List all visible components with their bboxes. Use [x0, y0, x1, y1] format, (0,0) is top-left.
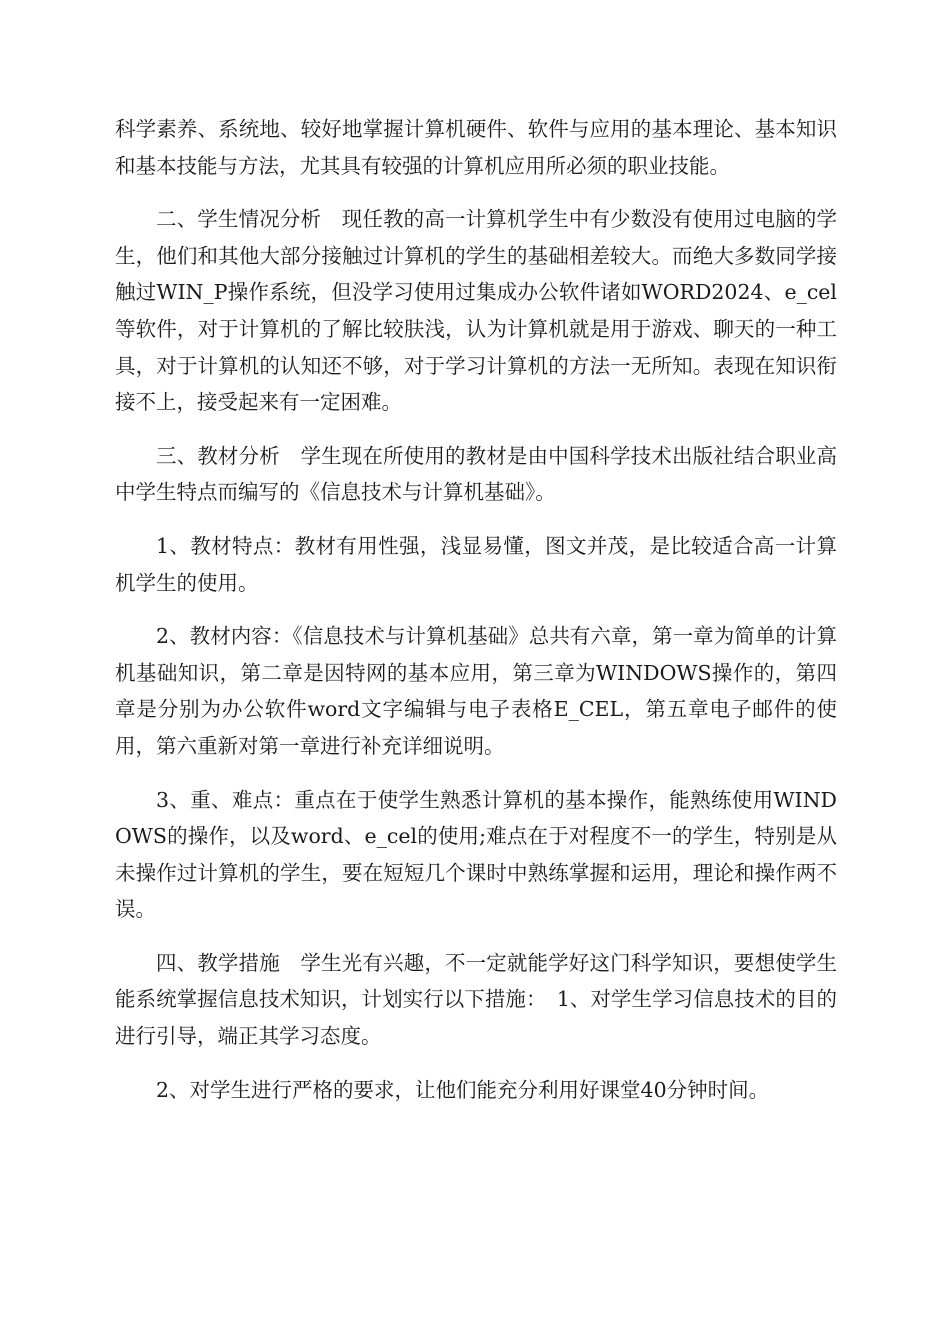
paragraph-teaching-measures: 四、教学措施 学生光有兴趣，不一定就能学好这门科学知识，要想使学生能系统掌握信息技术知识，计划实行以下措施： 1、对学生学习信息技术的目的进行引导，端正其学习态度。 [115, 950, 837, 1049]
paragraph-key-points: 3、重、难点：重点在于使学生熟悉计算机的基本操作，能熟练使用WINDOWS的操作，以及word、e_cel的使用;难点在于对程度不一的学生，特别是从未操作过计算机的学生，要在短短几个课时中熟练掌握和运用，理论和操作两不误。 [115, 787, 837, 922]
document-body [115, 111, 837, 1125]
paragraph-textbook-analysis: 三、教材分析 学生现在所使用的教材是由中国科学技术出版社结合职业高中学生特点而编写的《信息技术与计算机基础》。 [115, 443, 837, 505]
paragraph-student-analysis: 二、学生情况分析 现任教的高一计算机学生中有少数没有使用过电脑的学生，他们和其他大部分接触过计算机的学生的基础相差较大。而绝大多数同学接触过WIN_P操作系统，但没学习使用过集成办公软件诸如WORD2024、e_cel等软件，对于计算机的了解比较肤浅，认为计算机就是用于游戏、聊天的一种工具，对于计算机的认知还不够，对于学习计算机的方法一无所知。表现在知识衔接不上，接受起来有一定困难。 [115, 207, 837, 415]
paragraph-continuation: 科学素养、系统地、较好地掌握计算机硬件、软件与应用的基本理论、基本知识和基本技能与方法，尤其具有较强的计算机应用所必须的职业技能。 [115, 117, 837, 178]
paragraph-measure-2: 2、对学生进行严格的要求，让他们能充分利用好课堂40分钟时间。 [156, 1077, 770, 1102]
paragraph-textbook-content: 2、教材内容：《信息技术与计算机基础》总共有六章，第一章为简单的计算机基础知识，第二章是因特网的基本应用，第三章为WINDOWS操作的，第四章是分别为办公软件word文字编辑与电子表格E_CEL，第五章电子邮件的使用，第六重新对第一章进行补充详细说明。 [115, 624, 837, 758]
paragraph-textbook-features: 1、教材特点：教材有用性强，浅显易懂，图文并茂，是比较适合高一计算机学生的使用。 [115, 533, 837, 595]
